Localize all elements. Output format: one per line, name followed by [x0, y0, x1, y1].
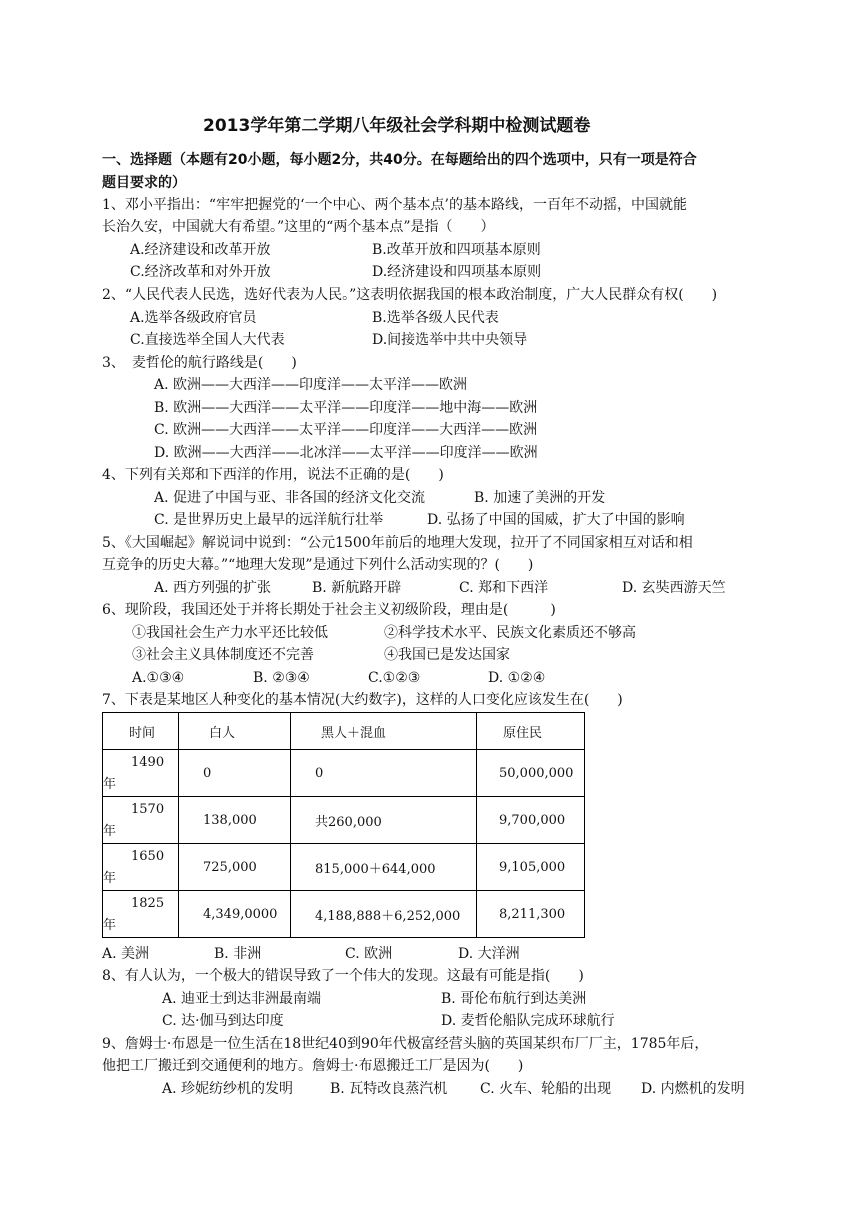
- option-a: A.①③④: [132, 670, 185, 686]
- year-cell: 1570 年: [103, 797, 179, 844]
- option-c: C. 欧洲: [345, 946, 393, 962]
- option-a: A. 促进了中国与亚、非各国的经济文化交流: [154, 490, 426, 506]
- white-cell: 138,000: [179, 797, 291, 844]
- option-b: B. 哥伦布航行到达美洲: [441, 991, 587, 1007]
- white-cell: 725,000: [179, 844, 291, 891]
- header-cell: 白人: [179, 713, 291, 750]
- year-cell: 1825 年: [103, 891, 179, 938]
- population-table: [102, 712, 585, 938]
- option-a: A. 迪亚士到达非洲最南端: [162, 991, 322, 1007]
- option-a: A. 欧洲——大西洋——印度洋——太平洋——欧洲: [154, 377, 468, 393]
- option-a: A.选举各级政府官员: [130, 310, 257, 326]
- table-row: [103, 891, 585, 938]
- option-a: A.经济建设和改革开放: [130, 242, 271, 258]
- white-cell: 4,349,0000: [179, 891, 291, 938]
- option-c: C. 火车、轮船的出现: [480, 1081, 612, 1097]
- white-cell: 0: [179, 750, 291, 797]
- question-text: 互竞争的历史大幕。”“地理大发现”是通过下列什么活动实现的？( ): [102, 557, 534, 573]
- section-heading-line2: 题目要求的）: [102, 175, 186, 191]
- statement-1: ①我国社会生产力水平还比较低: [132, 625, 328, 641]
- option-b: B. 加速了美洲的开发: [474, 490, 606, 506]
- question-text: 9、詹姆士·布恩是一位生活在18世纪40到90年代极富经营头脑的英国某织布厂厂主，1785年后，: [102, 1036, 709, 1052]
- table-row: [103, 844, 585, 891]
- question-text: 2、“人民代表人民选，选好代表为人民。”这表明依据我国的根本政治制度，广大人民群众有权( ): [102, 287, 718, 303]
- option-c: C. 郑和下西洋: [459, 580, 549, 596]
- option-d: D. 欧洲——大西洋——北冰洋——太平洋——印度洋——欧洲: [154, 445, 538, 461]
- option-a: A. 美洲: [102, 946, 150, 962]
- header-cell: 时间: [103, 713, 179, 750]
- option-a: A. 西方列强的扩张: [154, 580, 272, 596]
- option-a: A. 珍妮纺纱机的发明: [162, 1081, 294, 1097]
- section-heading-line1: 一、选择题（本题有20小题，每小题2分，共40分。在每题给出的四个选项中，只有一项是符合: [102, 152, 697, 168]
- option-d: D. 内燃机的发明: [641, 1081, 745, 1097]
- option-b: B. 非洲: [214, 946, 262, 962]
- year-cell: 1490 年: [103, 750, 179, 797]
- black-cell: 4,188,888＋6,252,000: [291, 891, 477, 938]
- option-b: B. 新航路开辟: [312, 580, 402, 596]
- option-b: B.选举各级人民代表: [372, 310, 499, 326]
- option-c: C.①②③: [368, 670, 421, 686]
- black-cell: 共260,000: [291, 797, 477, 844]
- table-header-row: [103, 713, 585, 750]
- page-title: 2013学年第二学期八年级社会学科期中检测试题卷: [203, 116, 591, 136]
- question-text: 4、下列有关郑和下西洋的作用，说法不正确的是( ): [102, 467, 444, 483]
- header-cell: 原住民: [477, 713, 585, 750]
- native-cell: 9,105,000: [477, 844, 585, 891]
- question-text: 3、 麦哲伦的航行路线是( ): [102, 355, 297, 371]
- option-d: D.经济建设和四项基本原则: [372, 264, 542, 280]
- question-text: 他把工厂搬迁到交通便利的地方。詹姆士·布恩搬迁工厂是因为( ): [102, 1058, 524, 1074]
- table-row: [103, 797, 585, 844]
- native-cell: 50,000,000: [477, 750, 585, 797]
- question-text: 长治久安，中国就大有希望。”这里的“两个基本点”是指（ ）: [102, 219, 495, 235]
- option-d: D. 玄奘西游天竺: [622, 580, 726, 596]
- option-b: B.改革开放和四项基本原则: [372, 242, 541, 258]
- native-cell: 9,700,000: [477, 797, 585, 844]
- option-c: C. 是世界历史上最早的远洋航行壮举: [154, 512, 384, 528]
- question-text: 7、下表是某地区人种变化的基本情况(大约数字)，这样的人口变化应该发生在( ): [102, 692, 623, 708]
- black-cell: 815,000＋644,000: [291, 844, 477, 891]
- year-cell: 1650 年: [103, 844, 179, 891]
- option-b: B. 瓦特改良蒸汽机: [330, 1081, 448, 1097]
- option-d: D. 弘扬了中国的国威，扩大了中国的影响: [427, 512, 685, 528]
- option-d: D.间接选举中共中央领导: [372, 332, 528, 348]
- option-c: C.经济改革和对外开放: [130, 264, 271, 280]
- statement-3: ③社会主义具体制度还不完善: [132, 647, 314, 663]
- black-cell: 0: [291, 750, 477, 797]
- option-b: B. 欧洲——大西洋——太平洋——印度洋——地中海——欧洲: [154, 400, 538, 416]
- option-c: C.直接选举全国人大代表: [130, 332, 285, 348]
- question-text: 5、《大国崛起》解说词中说到：“公元1500年前后的地理大发现，拉开了不同国家相互对话和相: [102, 535, 693, 551]
- question-text: 1、邓小平指出：“牢牢把握党的‘一个中心、两个基本点’的基本路线，一百年不动摇，中国就能: [102, 197, 687, 213]
- question-text: 6、现阶段，我国还处于并将长期处于社会主义初级阶段，理由是( ): [102, 602, 556, 618]
- table-row: [103, 750, 585, 797]
- header-cell: 黑人＋混血: [291, 713, 477, 750]
- statement-4: ④我国已是发达国家: [384, 647, 510, 663]
- statement-2: ②科学技术水平、民族文化素质还不够高: [384, 625, 636, 641]
- question-text: 8、有人认为，一个极大的错误导致了一个伟大的发现。这最有可能是指( ): [102, 968, 584, 984]
- option-d: D. 麦哲伦船队完成环球航行: [441, 1013, 615, 1029]
- option-c: C. 欧洲——大西洋——太平洋——印度洋——大西洋——欧洲: [154, 422, 538, 438]
- option-d: D. 大洋洲: [458, 946, 520, 962]
- option-b: B. ②③④: [253, 670, 310, 686]
- native-cell: 8,211,300: [477, 891, 585, 938]
- option-c: C. 达·伽马到达印度: [162, 1013, 284, 1029]
- option-d: D. ①②④: [488, 670, 546, 686]
